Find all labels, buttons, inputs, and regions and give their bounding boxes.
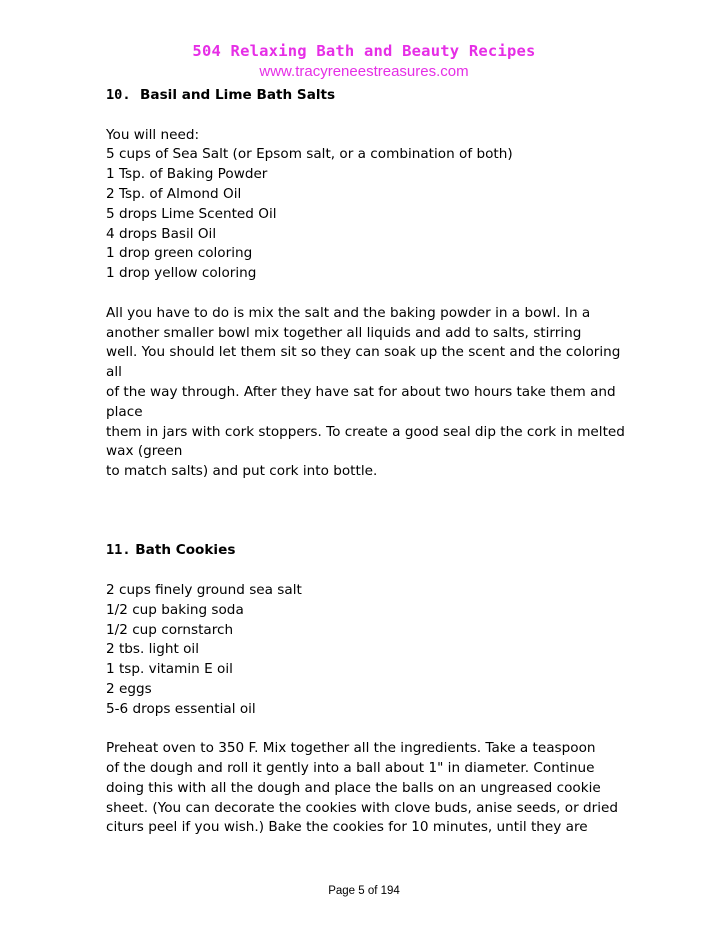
paragraph-line: another smaller bowl mix together all liquids and add to salts, stirring <box>106 324 582 341</box>
paragraph-line: citurs peel if you wish.) Bake the cookies for 10 minutes, until they are <box>106 819 588 836</box>
recipe-11-heading <box>106 541 666 561</box>
spacer <box>106 720 666 740</box>
recipe-10-heading <box>106 86 666 106</box>
recipe-11-instructions <box>106 739 666 838</box>
paragraph-line: place <box>106 403 143 420</box>
paragraph-line: all <box>106 364 122 381</box>
list-item: 5-6 drops essential oil <box>106 700 256 717</box>
recipe-11-ingredient-list <box>106 581 666 720</box>
list-item: 5 drops Lime Scented Oil <box>106 205 277 222</box>
paragraph-line: well. You should let them sit so they can soak up the scent and the coloring <box>106 344 621 361</box>
paragraph-line: of the dough and roll it gently into a ball about 1" in diameter. Continue <box>106 760 595 777</box>
recipe-11-title: Bath Cookies <box>135 542 236 559</box>
recipe-10-intro: You will need: <box>106 126 200 143</box>
spacer <box>106 522 666 542</box>
paragraph-line: them in jars with cork stoppers. To create a good seal dip the cork in melted <box>106 423 625 440</box>
spacer <box>106 561 666 581</box>
spacer <box>106 284 666 304</box>
paragraph-line: All you have to do is mix the salt and the baking powder in a bowl. In a <box>106 304 591 321</box>
list-item: 2 cups finely ground sea salt <box>106 581 302 598</box>
recipe-10-ingredient-list <box>106 145 666 284</box>
paragraph-line: to match salts) and put cork into bottle. <box>106 463 378 480</box>
document-header-url: www.tracyreneestreasures.com <box>259 63 469 80</box>
recipe-10-title: Basil and Lime Bath Salts <box>140 87 336 103</box>
page-content <box>106 86 666 838</box>
list-item: 4 drops Basil Oil <box>106 225 217 242</box>
paragraph-line: Preheat oven to 350 F. Mix together all the ingredients. Take a teaspoon <box>106 740 596 757</box>
recipe-10-instructions <box>106 304 666 482</box>
spacer <box>106 106 666 126</box>
list-item: 1/2 cup baking soda <box>106 601 244 618</box>
spacer <box>106 482 666 502</box>
paragraph-line: doing this with all the dough and place the balls on an ungreased cookie <box>106 779 601 796</box>
paragraph-line: sheet. (You can decorate the cookies with clove buds, anise seeds, or dried <box>106 799 618 816</box>
list-item: 2 Tsp. of Almond Oil <box>106 185 242 202</box>
list-item: 1 Tsp. of Baking Powder <box>106 166 268 183</box>
list-item: 1 drop yellow coloring <box>106 265 257 282</box>
paragraph-line: of the way through. After they have sat for about two hours take them and <box>106 383 616 400</box>
page-number-footer: Page 5 of 194 <box>328 885 400 897</box>
list-item: 1 drop green coloring <box>106 245 253 262</box>
list-item: 2 tbs. light oil <box>106 641 199 658</box>
paragraph-line: wax (green <box>106 443 183 460</box>
recipe-11-number: 11. <box>106 542 131 559</box>
recipe-10-number: 10. <box>106 87 131 103</box>
list-item: 1 tsp. vitamin E oil <box>106 661 233 678</box>
document-header-title: 504 Relaxing Bath and Beauty Recipes <box>192 42 536 60</box>
list-item: 1/2 cup cornstarch <box>106 621 234 638</box>
list-item: 2 eggs <box>106 680 152 697</box>
spacer <box>106 502 666 522</box>
list-item: 5 cups of Sea Salt (or Epsom salt, or a combination of both) <box>106 146 513 163</box>
